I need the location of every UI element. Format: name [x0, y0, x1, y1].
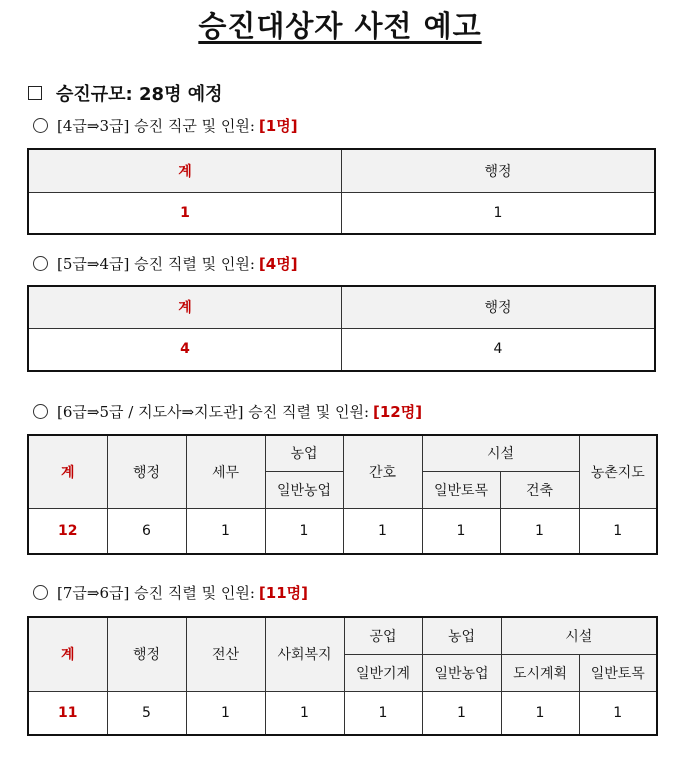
section-heading-text: [7급⇒6급] 승진 직렬 및 인원:	[57, 584, 255, 602]
promotion-scale	[28, 80, 223, 106]
value-admin: 6	[107, 508, 186, 554]
value-total: 11	[28, 691, 107, 735]
header-agriculture: 농업	[422, 617, 501, 654]
header-engineering: 공업	[344, 617, 422, 654]
value-total: 1	[28, 192, 342, 234]
section-count: [11명]	[258, 584, 308, 602]
value-rural-guidance: 1	[579, 508, 657, 554]
section-heading-text: [4급⇒3급] 승진 직군 및 인원:	[57, 117, 255, 135]
header-architecture: 건축	[500, 471, 579, 508]
section-heading-grade6	[33, 401, 422, 422]
header-general-agriculture: 일반농업	[265, 471, 343, 508]
header-total: 계	[28, 149, 342, 192]
value-total: 12	[28, 508, 107, 554]
value-admin: 4	[342, 328, 656, 371]
header-computing: 전산	[186, 617, 265, 691]
header-facility: 시설	[422, 435, 579, 471]
table-grade6	[27, 434, 658, 555]
header-rural-guidance: 농촌지도	[579, 435, 657, 508]
section-count: [4명]	[258, 255, 298, 273]
header-urban-planning: 도시계획	[501, 654, 579, 691]
value-general-agriculture: 1	[265, 508, 343, 554]
header-agriculture: 농업	[265, 435, 343, 471]
value-tax: 1	[186, 508, 265, 554]
section-count: [1명]	[258, 117, 298, 135]
value-computing: 1	[186, 691, 265, 735]
header-total: 계	[28, 286, 342, 328]
value-architecture: 1	[500, 508, 579, 554]
header-total: 계	[28, 435, 107, 508]
table-grade4	[27, 148, 656, 235]
circle-bullet-icon	[33, 404, 48, 419]
section-heading-grade4	[33, 115, 298, 136]
section-heading-text: [5급⇒4급] 승진 직렬 및 인원:	[57, 255, 255, 273]
header-total: 계	[28, 617, 107, 691]
value-social-welfare: 1	[265, 691, 344, 735]
value-general-civil: 1	[579, 691, 657, 735]
header-facility: 시설	[501, 617, 657, 654]
header-nursing: 간호	[343, 435, 422, 508]
circle-bullet-icon	[33, 118, 48, 133]
section-heading-text: [6급⇒5급 / 지도사⇒지도관] 승진 직렬 및 인원:	[57, 403, 369, 421]
promotion-scale-label: 승진규모: 28명 예정	[56, 84, 223, 105]
circle-bullet-icon	[33, 585, 48, 600]
page-title: 승진대상자 사전 예고	[198, 9, 482, 43]
circle-bullet-icon	[33, 256, 48, 271]
header-general-civil: 일반토목	[422, 471, 500, 508]
table-grade5	[27, 285, 656, 372]
value-total: 4	[28, 328, 342, 371]
value-general-agriculture: 1	[422, 691, 501, 735]
header-admin: 행정	[107, 435, 186, 508]
header-admin: 행정	[342, 286, 656, 328]
value-urban-planning: 1	[501, 691, 579, 735]
header-general-agriculture: 일반농업	[422, 654, 501, 691]
header-tax: 세무	[186, 435, 265, 508]
header-admin: 행정	[107, 617, 186, 691]
value-admin: 1	[342, 192, 656, 234]
checkbox-square-icon	[28, 86, 42, 100]
value-admin: 5	[107, 691, 186, 735]
table-grade7	[27, 616, 658, 736]
header-social-welfare: 사회복지	[265, 617, 344, 691]
section-heading-grade7	[33, 582, 308, 603]
header-admin: 행정	[342, 149, 656, 192]
header-general-machinery: 일반기계	[344, 654, 422, 691]
value-general-civil: 1	[422, 508, 500, 554]
section-count: [12명]	[373, 403, 423, 421]
section-heading-grade5	[33, 253, 298, 274]
value-nursing: 1	[343, 508, 422, 554]
header-general-civil: 일반토목	[579, 654, 657, 691]
value-general-machinery: 1	[344, 691, 422, 735]
